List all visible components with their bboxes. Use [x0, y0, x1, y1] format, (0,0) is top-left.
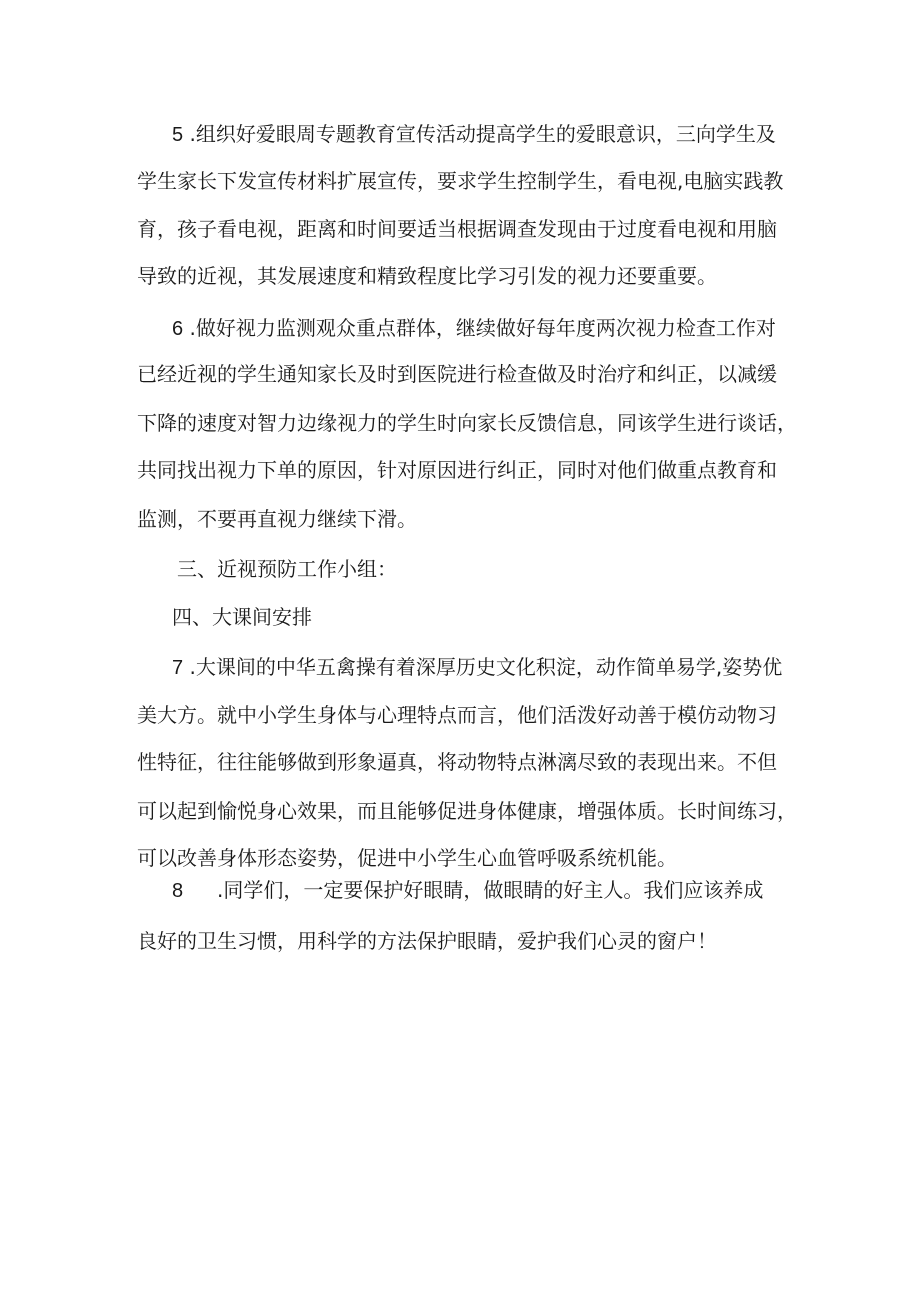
paragraph-6-line-4: 共同找出视力下单的原因，针对原因进行纠正，同时对他们做重点教育和	[137, 458, 777, 482]
paragraph-5-number: 5	[172, 124, 184, 146]
paragraph-5-line-4: 导致的近视，其发展速度和精致程度比学习引发的视力还要重要。	[137, 264, 717, 288]
paragraph-6-line-2: 已经近视的学生通知家长及时到医院进行检查做及时治疗和纠正，以减缓	[137, 362, 777, 386]
paragraph-7-line-4: 可以起到愉悦身心效果，而且能够促进身体健康，增强体质。长时间练习，	[137, 799, 797, 823]
paragraph-8-text-1: .同学们，一定要保护好眼睛，做眼睛的好主人。我们应该养成	[217, 878, 764, 902]
paragraph-7-line-3: 性特征，往往能够做到形象逼真，将动物特点淋漓尽致的表现出来。不但	[137, 750, 777, 774]
heading-myopia-group: 三、近视预防工作小组：	[177, 557, 397, 581]
paragraph-8-line-2: 良好的卫生习惯，用科学的方法保护眼睛，爱护我们心灵的窗户！	[137, 929, 717, 953]
paragraph-7-number: 7	[172, 657, 184, 679]
paragraph-6-number: 6	[172, 318, 184, 340]
paragraph-5-line-1	[172, 121, 776, 148]
paragraph-7-line-1	[172, 654, 782, 681]
paragraph-8-number: 8	[172, 880, 184, 902]
paragraph-6-text-1: .做好视力监测观众重点群体，继续做好每年度两次视力检查工作对	[189, 316, 776, 340]
paragraph-6-line-5: 监测，不要再直视力继续下滑。	[137, 507, 417, 531]
paragraph-6-line-3: 下降的速度对智力边缘视力的学生时向家长反馈信息，同该学生进行谈话，	[137, 411, 797, 435]
paragraph-5-line-2: 学生家长下发宣传材料扩展宣传，要求学生控制学生，看电视,电脑实践教	[137, 169, 784, 193]
paragraph-7-line-5: 可以改善身体形态姿势，促进中小学生心血管呼吸系统机能。	[137, 846, 677, 870]
paragraph-5-line-3: 育，孩子看电视，距离和时间要适当根据调查发现由于过度看电视和用脑	[137, 217, 777, 241]
heading-break-schedule: 四、大课间安排	[172, 605, 312, 629]
paragraph-8-line-1	[172, 877, 763, 904]
paragraph-5-text-1: .组织好爱眼周专题教育宣传活动提高学生的爱眼意识，三向学生及	[189, 122, 776, 146]
paragraph-7-line-2: 美大方。就中小学生身体与心理特点而言，他们活泼好动善于模仿动物习	[137, 703, 777, 727]
paragraph-7-text-1: .大课间的中华五禽操有着深厚历史文化积淀，动作简单易学,姿势优	[189, 655, 783, 679]
paragraph-6-line-1	[172, 315, 776, 342]
